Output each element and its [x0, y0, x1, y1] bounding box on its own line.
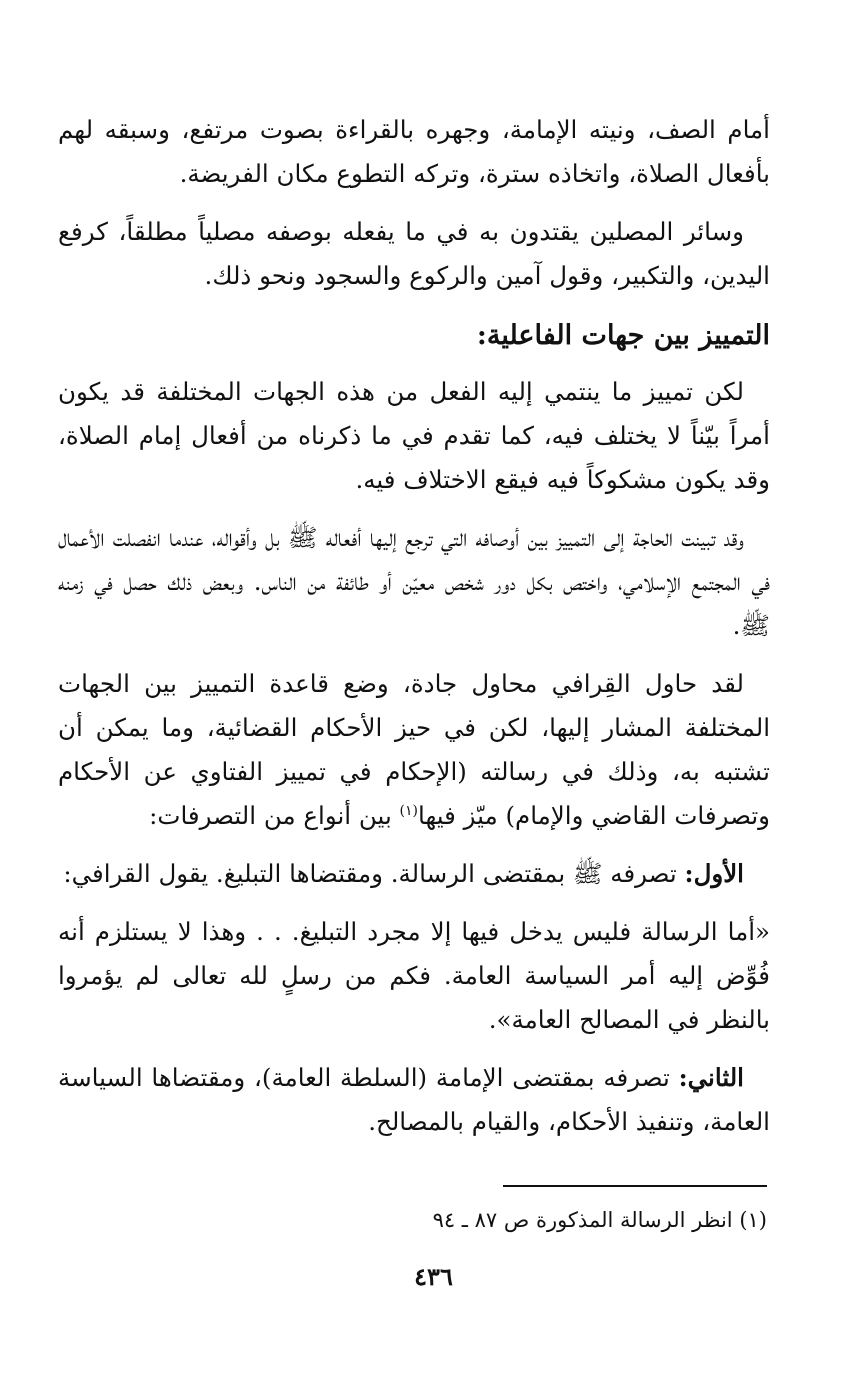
second-type-label: الثاني:	[678, 1063, 744, 1092]
second-type-text: تصرفه بمقتضى الإمامة (السلطة العامة)، ومقتضاها السياسة العامة، وتنفيذ الأحكام، والقيام بالمصالح.	[58, 1063, 770, 1136]
footnote-marker: (١)	[399, 802, 419, 819]
paragraph-first-type	[58, 852, 770, 896]
paragraph-4: وقد تبينت الحاجة إلى التمييز بين أوصافه التي ترجع إليها أفعاله ﷺ بل وأقواله، عندما انفصلت الأعمال في المجتمع الإسلامي، واختص بكل دور شخص معيّن أو طائفة من الناس. وبعض ذلك حصل في زمنه ﷺ.	[58, 523, 770, 640]
paragraph-second-type	[58, 1056, 770, 1144]
paragraph-5	[58, 662, 770, 838]
page-number: ٤٣٦	[414, 1262, 453, 1291]
section-heading: التمييز بين جهات الفاعلية:	[476, 320, 770, 351]
footnote-divider	[503, 1185, 767, 1187]
first-type-text: تصرفه ﷺ بمقتضى الرسالة. ومقتضاها التبليغ. يقول القرافي:	[63, 859, 685, 888]
page-body	[58, 108, 770, 1158]
paragraph-2: وسائر المصلين يقتدون به في ما يفعله بوصفه مصلياً مطلقاً، كرفع اليدين، والتكبير، وقول آمين والركوع والسجود ونحو ذلك.	[58, 217, 770, 290]
footnote: (١) انظر الرسالة المذكورة ص ٨٧ ـ ٩٤	[432, 1208, 767, 1232]
paragraph-1: أمام الصف، ونيته الإمامة، وجهره بالقراءة بصوت مرتفع، وسبقه لهم بأفعال الصلاة، واتخاذه سترة، وتركه التطوع مكان الفريضة.	[58, 115, 770, 188]
paragraph-5-tail: بين أنواع من التصرفات:	[149, 801, 400, 830]
paragraph-5-text: لقد حاول القِرافي محاول جادة، وضع قاعدة التمييز بين الجهات المختلفة المشار إليها، لكن في حيز الأحكام القضائية، وما يمكن أن تشتبه به، وذلك في رسالته (الإحكام في تمييز الفتاوي عن الأحكام وتصرفات القاضي والإمام) ميّز فيها	[58, 669, 770, 830]
quotation-paragraph: «أما الرسالة فليس يدخل فيها إلا مجرد التبليغ. . . وهذا لا يستلزم أنه فُوِّض إليه أمر السياسة العامة. فكم من رسلٍ لله تعالى لم يؤمروا بالنظر في المصالح العامة».	[58, 917, 770, 1034]
first-type-label: الأول:	[684, 859, 744, 888]
paragraph-3: لكن تمييز ما ينتمي إليه الفعل من هذه الجهات المختلفة قد يكون أمراً بيّناً لا يختلف فيه، كما تقدم في ما ذكرناه من أفعال إمام الصلاة، وقد يكون مشكوكاً فيه فيقع الاختلاف فيه.	[58, 377, 770, 494]
